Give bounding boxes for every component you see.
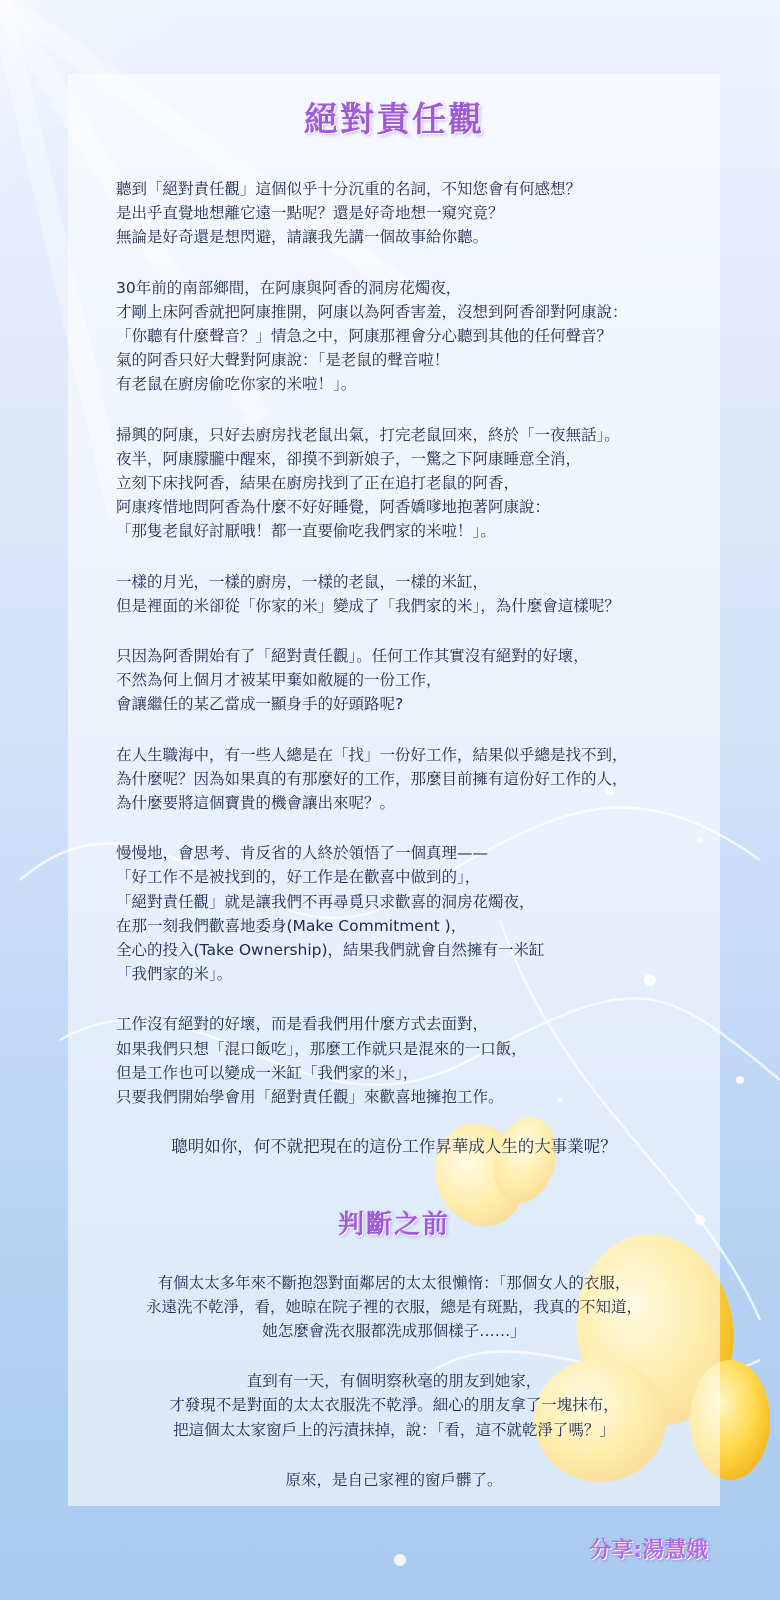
text-line: 但是工作也可以變成一米缸「我們家的米」，	[116, 1063, 419, 1082]
text-line: 為什麼呢？因為如果真的有那麼好的工作，那麼目前擁有這份好工作的人，	[116, 769, 628, 788]
text-line: 氣的阿香只好大聲對阿康說：「是老鼠的聲音啦！	[116, 351, 450, 370]
paragraph-neighbor	[90, 1271, 698, 1344]
paragraph-intro	[90, 177, 698, 250]
text-line: 在人生職海中，有一些人總是在「找」一份好工作，結果似乎總是找不到，	[116, 745, 628, 764]
section-subtitle: 判斷之前	[337, 1209, 450, 1240]
text-line: 有個太太多年來不斷抱怨對面鄰居的太太很懶惰：「那個女人的衣服，	[157, 1273, 631, 1292]
text-line: 在那一刻我們歡喜地委身(Make Commitment )，	[116, 916, 467, 935]
paragraph-friend	[90, 1369, 698, 1442]
paragraph-truth	[90, 841, 698, 986]
text-line: 「好工作不是被找到的，好工作是在歡喜中做到的」，	[116, 868, 481, 887]
text-line: 把這個太太家窗戶上的污漬抹掉，說：「看，這不就乾淨了嗎？」	[173, 1420, 615, 1439]
author-credit: 分享:湯慧娥	[589, 1538, 708, 1563]
text-line: 有老鼠在廚房偷吃你家的米啦！」。	[116, 375, 357, 394]
text-line: 聽到「絕對責任觀」這個似乎十分沉重的名詞，不知您會有何感想？	[116, 180, 582, 198]
text-line: 阿康疼惜地問阿香為什麼不好好睡覺，阿香嬌嗲地抱著阿康說：	[116, 498, 551, 517]
text-line: 只要我們開始學會用「絕對責任觀」來歡喜地擁抱工作。	[116, 1088, 504, 1107]
text-line: 是出乎直覺地想離它遠一點呢？還是好奇地想一窺究竟？	[116, 204, 504, 223]
content-panel	[68, 74, 720, 1506]
paragraph-conclusion	[90, 1012, 698, 1109]
text-line: 才發現不是對面的太太衣服洗不乾淨。細心的朋友拿了一塊抹布，	[169, 1396, 619, 1415]
text-line: 直到有一天，有個明察秋毫的朋友到她家，	[246, 1372, 542, 1391]
text-line: 無論是好奇還是想閃避，請讓我先講一個故事給你聽。	[116, 228, 489, 247]
text-line: 一樣的月光，一樣的廚房，一樣的老鼠，一樣的米缸，	[116, 572, 489, 591]
paragraph-reason	[90, 644, 698, 717]
text-line: 不然為何上個月才被某甲棄如敝屣的一份工作，	[116, 671, 442, 690]
text-line: 掃興的阿康，只好去廚房找老鼠出氣，打完老鼠回來，終於「一夜無話」。	[116, 425, 620, 444]
text-line: 會讓繼任的某乙當成一顯身手的好頭路呢?	[116, 695, 404, 714]
text-line: 只因為阿香開始有了「絕對責任觀」。任何工作其實沒有絕對的好壞，	[116, 647, 589, 666]
text-line: 永遠洗不乾淨，看，她晾在院子裡的衣服，總是有斑點，我真的不知道，	[145, 1297, 642, 1316]
paragraph-job-search	[90, 743, 698, 816]
paragraph-story-1	[90, 276, 698, 397]
text-line: 「絕對責任觀」就是讓我們不再尋覓只求歡喜的洞房花燭夜，	[116, 892, 535, 911]
text-line: 才剛上床阿香就把阿康推開，阿康以為阿香害羞，沒想到阿香卻對阿康說：	[116, 302, 628, 321]
text-line: 為什麼要將這個寶貴的機會讓出來呢？。	[116, 794, 396, 813]
text-line: 30年前的南部鄉間，在阿康與阿香的洞房花燭夜，	[116, 278, 462, 297]
paragraph-ending: 原來，是自己家裡的窗戶髒了。	[285, 1470, 503, 1489]
paragraph-story-2	[90, 423, 698, 544]
paragraph-reflection	[90, 570, 698, 618]
text-line: 立刻下床找阿香，結果在廚房找到了正在追打老鼠的阿香，	[116, 474, 520, 493]
text-line: 但是裡面的米卻從「你家的米」變成了「我們家的米」，為什麼會這樣呢？	[116, 596, 620, 615]
text-line: 她怎麼會洗衣服都洗成那個樣子……」	[262, 1321, 526, 1340]
highlight-question: 聰明如你，何不就把現在的這份工作昇華成人生的大事業呢？	[171, 1137, 617, 1157]
text-line: 「你聽有什麼聲音？」情急之中，阿康那裡會分心聽到其他的任何聲音？	[116, 327, 613, 346]
text-line: 「我們家的米」。	[116, 965, 233, 984]
text-line: 夜半，阿康朦朧中醒來，卻摸不到新娘子，一驚之下阿康睡意全消，	[116, 449, 582, 468]
text-line: 慢慢地，會思考、肯反省的人終於領悟了一個真理——	[116, 844, 489, 863]
text-line: 如果我們只想「混口飯吃」，那麼工作就只是混來的一口飯，	[116, 1039, 527, 1058]
text-line: 工作沒有絕對的好壞，而是看我們用什麼方式去面對，	[116, 1015, 489, 1034]
text-line: 全心的投入(Take Ownership)，結果我們就會自然擁有一米缸	[116, 941, 545, 960]
page-title: 絕對責任觀	[304, 100, 484, 140]
text-line: 「那隻老鼠好討厭哦！都一直要偷吃我們家的米啦！」。	[116, 522, 496, 541]
